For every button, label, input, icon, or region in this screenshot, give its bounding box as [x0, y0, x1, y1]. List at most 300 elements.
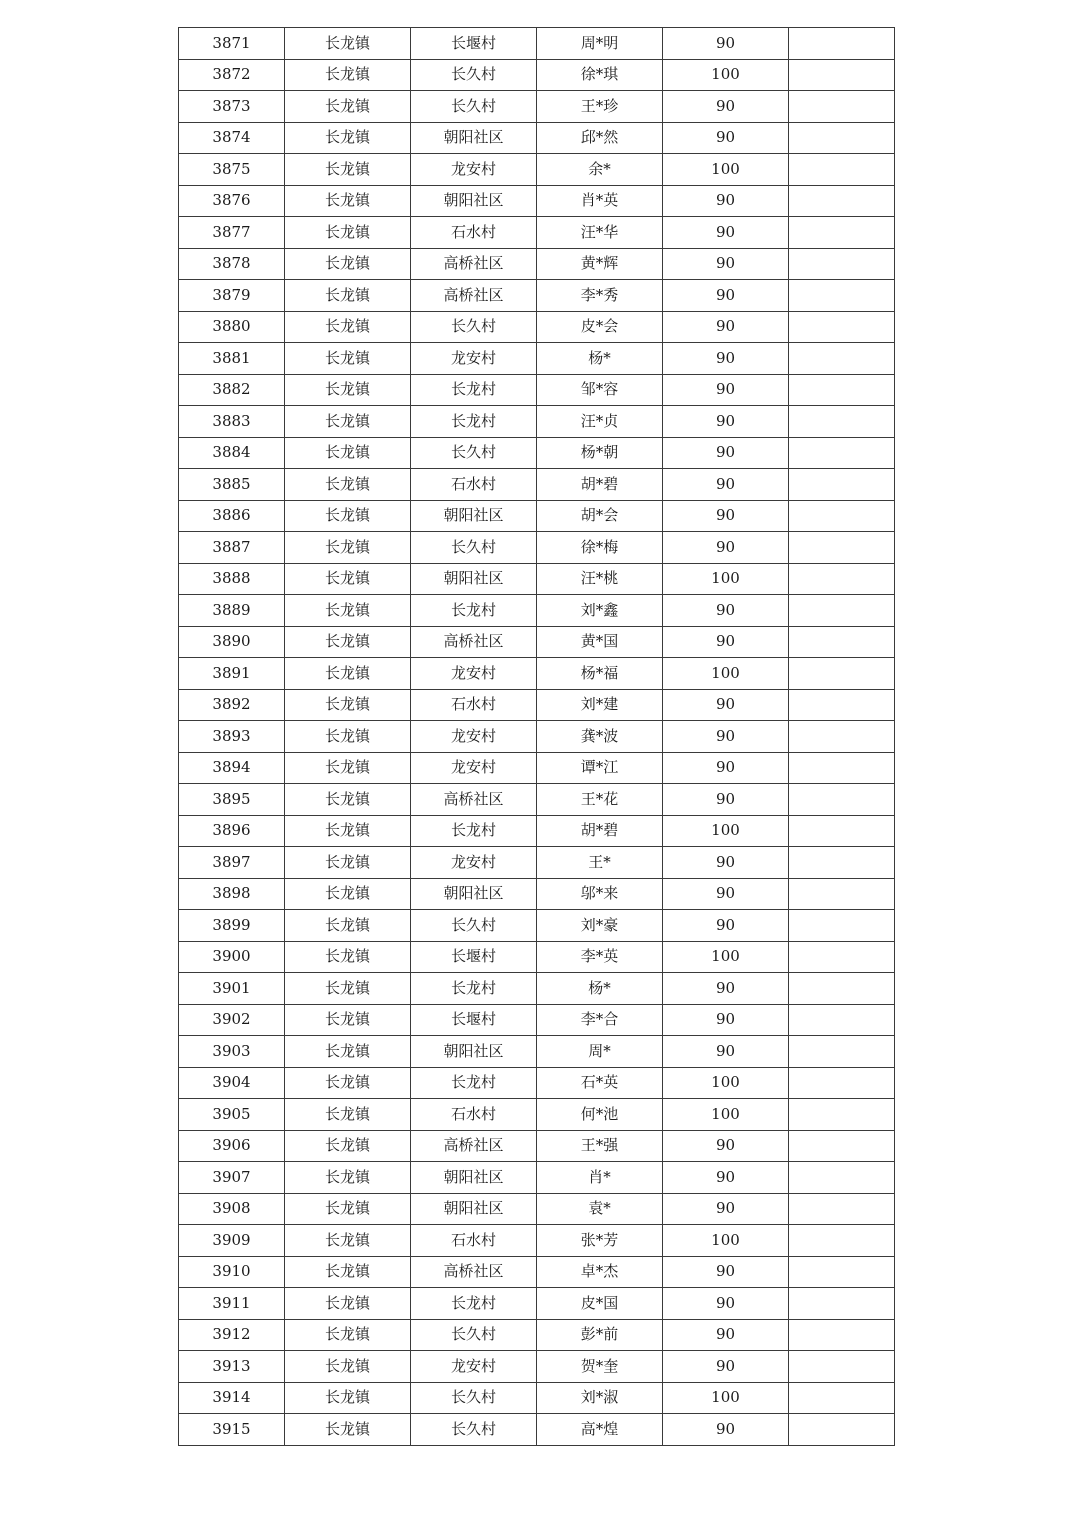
cell-note: [789, 154, 895, 186]
cell-village: 长龙村: [411, 1288, 537, 1320]
cell-serial-number: 3897: [179, 847, 285, 879]
cell-town: 长龙镇: [285, 154, 411, 186]
table-row: [179, 28, 895, 60]
table-row: [179, 1256, 895, 1288]
cell-amount: 90: [663, 248, 789, 280]
cell-note: [789, 185, 895, 217]
subsidy-roster-table: [178, 27, 895, 1446]
table-row: [179, 626, 895, 658]
table-row: [179, 1067, 895, 1099]
table-row: [179, 941, 895, 973]
cell-town: 长龙镇: [285, 311, 411, 343]
cell-town: 长龙镇: [285, 815, 411, 847]
cell-note: [789, 217, 895, 249]
cell-note: [789, 437, 895, 469]
table-row: [179, 1036, 895, 1068]
cell-serial-number: 3904: [179, 1067, 285, 1099]
cell-village: 石水村: [411, 689, 537, 721]
cell-amount: 90: [663, 1414, 789, 1446]
cell-amount: 100: [663, 1225, 789, 1257]
cell-village: 高桥社区: [411, 626, 537, 658]
cell-note: [789, 406, 895, 438]
cell-name: 谭*江: [537, 752, 663, 784]
cell-note: [789, 1351, 895, 1383]
cell-amount: 90: [663, 406, 789, 438]
cell-name: 胡*碧: [537, 815, 663, 847]
table-row: [179, 563, 895, 595]
cell-amount: 100: [663, 815, 789, 847]
cell-town: 长龙镇: [285, 626, 411, 658]
cell-town: 长龙镇: [285, 248, 411, 280]
cell-note: [789, 374, 895, 406]
cell-name: 张*芳: [537, 1225, 663, 1257]
cell-village: 朝阳社区: [411, 1036, 537, 1068]
cell-town: 长龙镇: [285, 122, 411, 154]
cell-serial-number: 3878: [179, 248, 285, 280]
cell-town: 长龙镇: [285, 1414, 411, 1446]
cell-town: 长龙镇: [285, 1225, 411, 1257]
table-row: [179, 815, 895, 847]
cell-note: [789, 1319, 895, 1351]
cell-serial-number: 3901: [179, 973, 285, 1005]
cell-name: 肖*: [537, 1162, 663, 1194]
table-row: [179, 973, 895, 1005]
cell-name: 石*英: [537, 1067, 663, 1099]
cell-village: 长龙村: [411, 815, 537, 847]
cell-name: 周*明: [537, 28, 663, 60]
cell-serial-number: 3887: [179, 532, 285, 564]
cell-name: 刘*淑: [537, 1382, 663, 1414]
cell-note: [789, 311, 895, 343]
cell-note: [789, 1414, 895, 1446]
cell-note: [789, 1099, 895, 1131]
table-row: [179, 658, 895, 690]
cell-town: 长龙镇: [285, 532, 411, 564]
cell-town: 长龙镇: [285, 343, 411, 375]
cell-name: 徐*梅: [537, 532, 663, 564]
cell-name: 胡*碧: [537, 469, 663, 501]
cell-village: 长久村: [411, 1382, 537, 1414]
cell-serial-number: 3872: [179, 59, 285, 91]
cell-village: 长久村: [411, 1319, 537, 1351]
cell-note: [789, 1225, 895, 1257]
cell-amount: 100: [663, 1099, 789, 1131]
table-row: [179, 217, 895, 249]
cell-serial-number: 3891: [179, 658, 285, 690]
table-row: [179, 595, 895, 627]
cell-serial-number: 3888: [179, 563, 285, 595]
cell-town: 长龙镇: [285, 1162, 411, 1194]
cell-village: 石水村: [411, 217, 537, 249]
table-row: [179, 59, 895, 91]
cell-note: [789, 1004, 895, 1036]
cell-town: 长龙镇: [285, 689, 411, 721]
table-row: [179, 1130, 895, 1162]
cell-amount: 100: [663, 563, 789, 595]
table-row: [179, 343, 895, 375]
cell-note: [789, 343, 895, 375]
cell-town: 长龙镇: [285, 847, 411, 879]
cell-serial-number: 3908: [179, 1193, 285, 1225]
cell-village: 长堰村: [411, 1004, 537, 1036]
cell-name: 徐*琪: [537, 59, 663, 91]
cell-amount: 90: [663, 311, 789, 343]
cell-town: 长龙镇: [285, 658, 411, 690]
cell-village: 高桥社区: [411, 280, 537, 312]
table-row: [179, 1193, 895, 1225]
cell-amount: 90: [663, 343, 789, 375]
cell-village: 高桥社区: [411, 784, 537, 816]
cell-amount: 90: [663, 1288, 789, 1320]
cell-name: 李*合: [537, 1004, 663, 1036]
cell-town: 长龙镇: [285, 1004, 411, 1036]
cell-amount: 90: [663, 1256, 789, 1288]
cell-name: 卓*杰: [537, 1256, 663, 1288]
cell-village: 龙安村: [411, 752, 537, 784]
cell-name: 王*花: [537, 784, 663, 816]
cell-town: 长龙镇: [285, 910, 411, 942]
cell-name: 龚*波: [537, 721, 663, 753]
table-row: [179, 532, 895, 564]
table-row: [179, 784, 895, 816]
cell-name: 高*煌: [537, 1414, 663, 1446]
cell-amount: 90: [663, 1130, 789, 1162]
cell-name: 黄*国: [537, 626, 663, 658]
cell-village: 长堰村: [411, 28, 537, 60]
cell-amount: 90: [663, 1162, 789, 1194]
cell-town: 长龙镇: [285, 217, 411, 249]
cell-town: 长龙镇: [285, 1382, 411, 1414]
cell-amount: 90: [663, 847, 789, 879]
cell-village: 龙安村: [411, 658, 537, 690]
table-row: [179, 721, 895, 753]
table-row: [179, 500, 895, 532]
cell-amount: 90: [663, 437, 789, 469]
cell-serial-number: 3893: [179, 721, 285, 753]
cell-village: 龙安村: [411, 847, 537, 879]
cell-name: 李*秀: [537, 280, 663, 312]
cell-serial-number: 3871: [179, 28, 285, 60]
cell-name: 汪*华: [537, 217, 663, 249]
cell-amount: 90: [663, 1004, 789, 1036]
cell-village: 朝阳社区: [411, 1162, 537, 1194]
cell-name: 胡*会: [537, 500, 663, 532]
cell-amount: 100: [663, 154, 789, 186]
table-row: [179, 689, 895, 721]
cell-town: 长龙镇: [285, 1193, 411, 1225]
cell-serial-number: 3912: [179, 1319, 285, 1351]
table-row: [179, 910, 895, 942]
cell-note: [789, 1288, 895, 1320]
cell-amount: 90: [663, 626, 789, 658]
cell-village: 高桥社区: [411, 1130, 537, 1162]
cell-name: 肖*英: [537, 185, 663, 217]
cell-name: 刘*建: [537, 689, 663, 721]
cell-serial-number: 3882: [179, 374, 285, 406]
cell-town: 长龙镇: [285, 973, 411, 1005]
cell-note: [789, 1036, 895, 1068]
cell-name: 邱*然: [537, 122, 663, 154]
cell-village: 高桥社区: [411, 1256, 537, 1288]
roster-body: [179, 28, 895, 1446]
table-row: [179, 185, 895, 217]
cell-serial-number: 3886: [179, 500, 285, 532]
cell-amount: 90: [663, 784, 789, 816]
cell-amount: 90: [663, 1351, 789, 1383]
table-row: [179, 437, 895, 469]
cell-name: 邹*容: [537, 374, 663, 406]
cell-town: 长龙镇: [285, 437, 411, 469]
cell-serial-number: 3913: [179, 1351, 285, 1383]
cell-village: 朝阳社区: [411, 185, 537, 217]
table-row: [179, 1225, 895, 1257]
cell-amount: 90: [663, 910, 789, 942]
table-row: [179, 154, 895, 186]
cell-village: 长龙村: [411, 1067, 537, 1099]
cell-name: 汪*贞: [537, 406, 663, 438]
cell-town: 长龙镇: [285, 28, 411, 60]
cell-town: 长龙镇: [285, 374, 411, 406]
cell-amount: 90: [663, 122, 789, 154]
cell-serial-number: 3915: [179, 1414, 285, 1446]
cell-serial-number: 3881: [179, 343, 285, 375]
cell-note: [789, 1162, 895, 1194]
cell-name: 杨*: [537, 343, 663, 375]
cell-name: 皮*会: [537, 311, 663, 343]
cell-village: 长久村: [411, 59, 537, 91]
table-row: [179, 374, 895, 406]
cell-name: 杨*福: [537, 658, 663, 690]
cell-village: 石水村: [411, 1225, 537, 1257]
cell-name: 何*池: [537, 1099, 663, 1131]
cell-serial-number: 3873: [179, 91, 285, 123]
cell-note: [789, 28, 895, 60]
cell-town: 长龙镇: [285, 185, 411, 217]
table-row: [179, 1004, 895, 1036]
cell-note: [789, 847, 895, 879]
cell-town: 长龙镇: [285, 595, 411, 627]
cell-amount: 100: [663, 1067, 789, 1099]
cell-amount: 100: [663, 1382, 789, 1414]
cell-note: [789, 1256, 895, 1288]
cell-note: [789, 658, 895, 690]
cell-town: 长龙镇: [285, 878, 411, 910]
cell-serial-number: 3876: [179, 185, 285, 217]
cell-village: 龙安村: [411, 721, 537, 753]
cell-village: 石水村: [411, 469, 537, 501]
cell-serial-number: 3894: [179, 752, 285, 784]
cell-amount: 90: [663, 1193, 789, 1225]
cell-name: 皮*国: [537, 1288, 663, 1320]
table-row: [179, 1288, 895, 1320]
cell-name: 王*强: [537, 1130, 663, 1162]
cell-note: [789, 910, 895, 942]
cell-amount: 90: [663, 500, 789, 532]
cell-amount: 90: [663, 28, 789, 60]
cell-amount: 90: [663, 1036, 789, 1068]
cell-note: [789, 689, 895, 721]
cell-serial-number: 3899: [179, 910, 285, 942]
cell-name: 刘*鑫: [537, 595, 663, 627]
cell-note: [789, 469, 895, 501]
cell-town: 长龙镇: [285, 280, 411, 312]
cell-note: [789, 1067, 895, 1099]
cell-serial-number: 3903: [179, 1036, 285, 1068]
cell-serial-number: 3877: [179, 217, 285, 249]
cell-name: 杨*朝: [537, 437, 663, 469]
table-row: [179, 1351, 895, 1383]
cell-name: 刘*豪: [537, 910, 663, 942]
cell-serial-number: 3910: [179, 1256, 285, 1288]
cell-serial-number: 3898: [179, 878, 285, 910]
cell-amount: 90: [663, 532, 789, 564]
cell-village: 长久村: [411, 311, 537, 343]
cell-serial-number: 3875: [179, 154, 285, 186]
cell-note: [789, 91, 895, 123]
cell-note: [789, 280, 895, 312]
cell-amount: 100: [663, 658, 789, 690]
cell-town: 长龙镇: [285, 1351, 411, 1383]
cell-town: 长龙镇: [285, 91, 411, 123]
cell-town: 长龙镇: [285, 1288, 411, 1320]
cell-serial-number: 3914: [179, 1382, 285, 1414]
cell-note: [789, 815, 895, 847]
table-row: [179, 91, 895, 123]
cell-village: 朝阳社区: [411, 1193, 537, 1225]
cell-note: [789, 563, 895, 595]
cell-serial-number: 3902: [179, 1004, 285, 1036]
cell-name: 彭*前: [537, 1319, 663, 1351]
cell-village: 朝阳社区: [411, 563, 537, 595]
cell-amount: 90: [663, 595, 789, 627]
cell-serial-number: 3896: [179, 815, 285, 847]
table-row: [179, 122, 895, 154]
cell-serial-number: 3879: [179, 280, 285, 312]
cell-note: [789, 122, 895, 154]
cell-town: 长龙镇: [285, 59, 411, 91]
cell-note: [789, 595, 895, 627]
cell-name: 黄*辉: [537, 248, 663, 280]
cell-serial-number: 3905: [179, 1099, 285, 1131]
table-row: [179, 469, 895, 501]
cell-name: 李*英: [537, 941, 663, 973]
table-row: [179, 1414, 895, 1446]
cell-village: 长久村: [411, 1414, 537, 1446]
table-row: [179, 1382, 895, 1414]
cell-amount: 100: [663, 941, 789, 973]
cell-note: [789, 973, 895, 1005]
cell-serial-number: 3874: [179, 122, 285, 154]
cell-amount: 90: [663, 185, 789, 217]
cell-amount: 90: [663, 721, 789, 753]
cell-amount: 90: [663, 374, 789, 406]
cell-amount: 90: [663, 878, 789, 910]
cell-note: [789, 59, 895, 91]
cell-name: 王*珍: [537, 91, 663, 123]
cell-village: 长久村: [411, 437, 537, 469]
cell-village: 龙安村: [411, 154, 537, 186]
cell-note: [789, 752, 895, 784]
cell-village: 长龙村: [411, 973, 537, 1005]
cell-village: 高桥社区: [411, 248, 537, 280]
cell-amount: 90: [663, 217, 789, 249]
cell-town: 长龙镇: [285, 1099, 411, 1131]
table-row: [179, 1162, 895, 1194]
cell-village: 长龙村: [411, 374, 537, 406]
cell-name: 王*: [537, 847, 663, 879]
cell-village: 长久村: [411, 532, 537, 564]
cell-town: 长龙镇: [285, 469, 411, 501]
cell-serial-number: 3889: [179, 595, 285, 627]
table-row: [179, 752, 895, 784]
cell-amount: 90: [663, 1319, 789, 1351]
cell-note: [789, 532, 895, 564]
cell-name: 贺*奎: [537, 1351, 663, 1383]
cell-village: 石水村: [411, 1099, 537, 1131]
cell-town: 长龙镇: [285, 500, 411, 532]
cell-village: 长龙村: [411, 595, 537, 627]
cell-serial-number: 3880: [179, 311, 285, 343]
table-row: [179, 1319, 895, 1351]
cell-serial-number: 3885: [179, 469, 285, 501]
cell-note: [789, 941, 895, 973]
cell-name: 邬*来: [537, 878, 663, 910]
cell-serial-number: 3907: [179, 1162, 285, 1194]
cell-note: [789, 500, 895, 532]
cell-village: 朝阳社区: [411, 878, 537, 910]
table-row: [179, 311, 895, 343]
cell-serial-number: 3890: [179, 626, 285, 658]
cell-serial-number: 3892: [179, 689, 285, 721]
cell-amount: 90: [663, 752, 789, 784]
cell-village: 长龙村: [411, 406, 537, 438]
cell-amount: 100: [663, 59, 789, 91]
cell-town: 长龙镇: [285, 406, 411, 438]
cell-serial-number: 3906: [179, 1130, 285, 1162]
cell-amount: 90: [663, 973, 789, 1005]
cell-note: [789, 878, 895, 910]
cell-amount: 90: [663, 280, 789, 312]
cell-serial-number: 3911: [179, 1288, 285, 1320]
cell-name: 周*: [537, 1036, 663, 1068]
cell-village: 长久村: [411, 91, 537, 123]
cell-note: [789, 721, 895, 753]
cell-town: 长龙镇: [285, 941, 411, 973]
cell-village: 朝阳社区: [411, 500, 537, 532]
cell-serial-number: 3895: [179, 784, 285, 816]
cell-note: [789, 1382, 895, 1414]
cell-note: [789, 248, 895, 280]
cell-town: 长龙镇: [285, 1067, 411, 1099]
cell-name: 杨*: [537, 973, 663, 1005]
cell-town: 长龙镇: [285, 784, 411, 816]
cell-amount: 90: [663, 91, 789, 123]
table-row: [179, 878, 895, 910]
cell-serial-number: 3909: [179, 1225, 285, 1257]
cell-village: 龙安村: [411, 1351, 537, 1383]
cell-town: 长龙镇: [285, 721, 411, 753]
cell-village: 龙安村: [411, 343, 537, 375]
cell-serial-number: 3884: [179, 437, 285, 469]
cell-town: 长龙镇: [285, 1256, 411, 1288]
cell-name: 余*: [537, 154, 663, 186]
table-row: [179, 847, 895, 879]
cell-amount: 90: [663, 689, 789, 721]
table-row: [179, 1099, 895, 1131]
cell-town: 长龙镇: [285, 1036, 411, 1068]
cell-name: 汪*桃: [537, 563, 663, 595]
cell-note: [789, 1130, 895, 1162]
